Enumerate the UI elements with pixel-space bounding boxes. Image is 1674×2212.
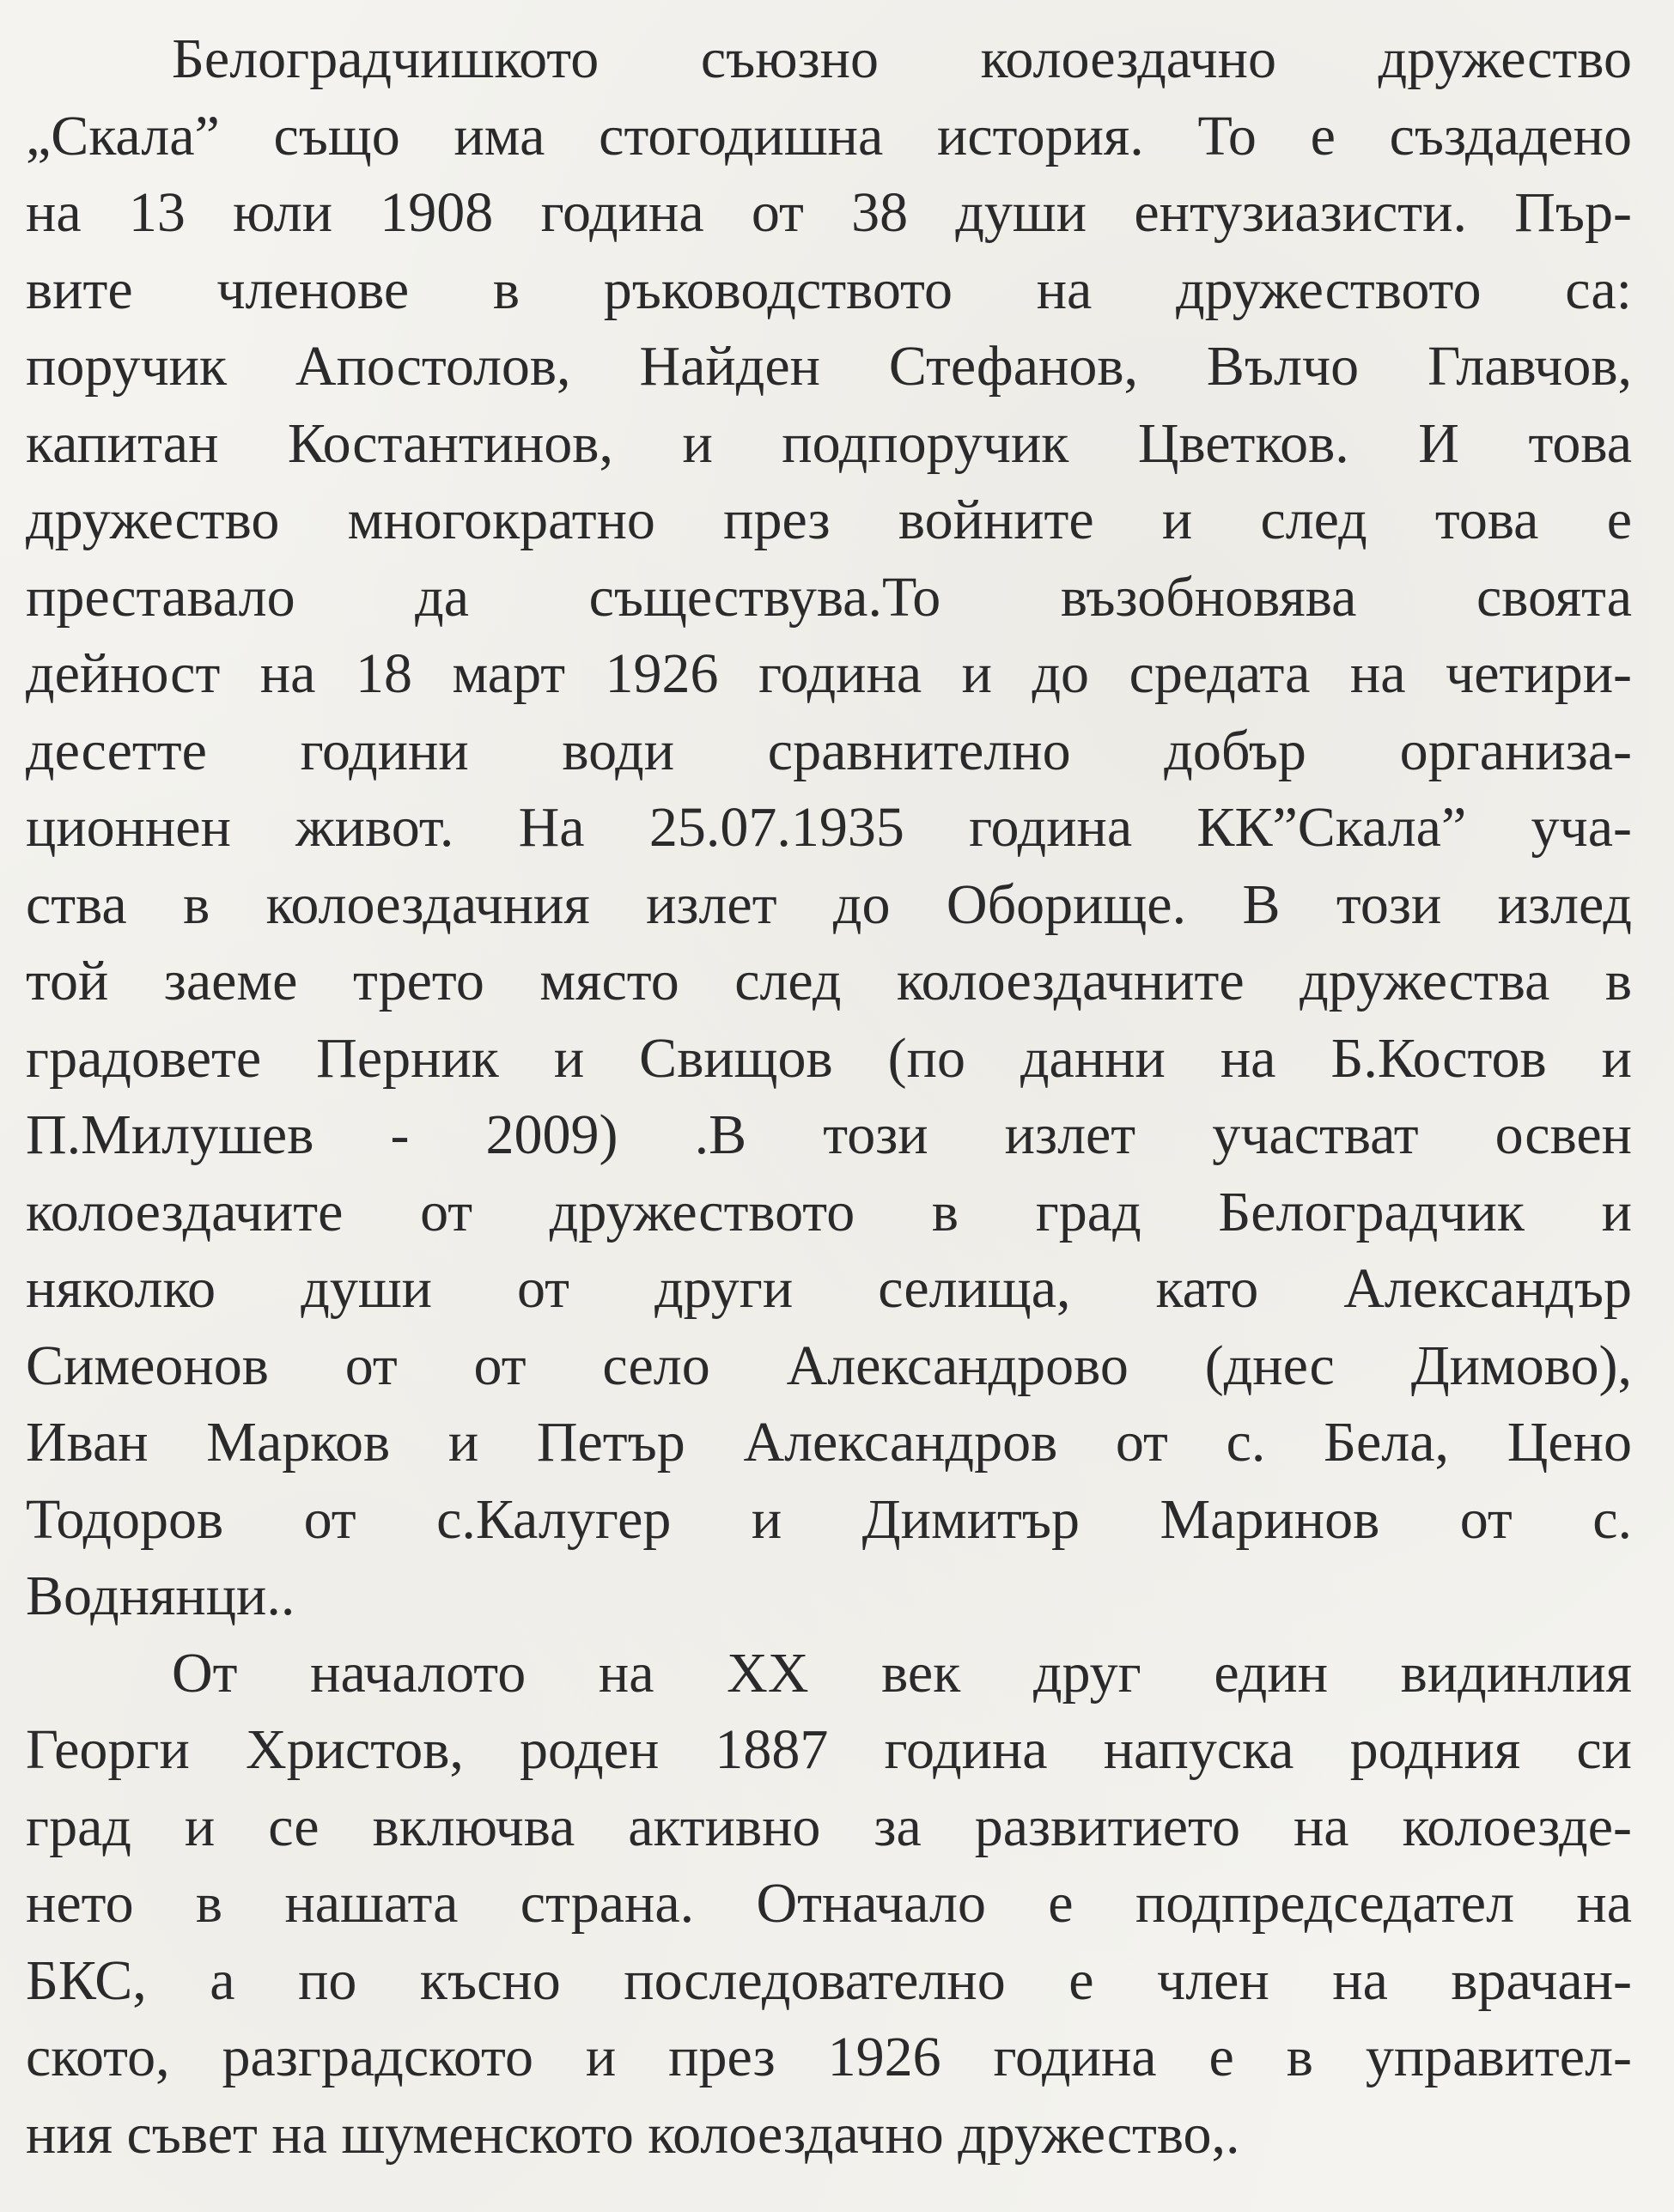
text-line: От началото на XX век друг един видинлия	[172, 1641, 1632, 1705]
text-line: ското, разградското и през 1926 година е в управител-	[26, 2026, 1632, 2088]
text-line: БКС, а по късно последователно е член на врачан-	[26, 1948, 1632, 2012]
text-line: „Скала” също има стогодишна история. То е създадено	[26, 104, 1632, 167]
text-line: ния съвет на шуменското колоездачно дружество,.	[26, 2102, 1240, 2166]
text-line: Тодоров от с.Калугер и Димитър Маринов от с.	[26, 1487, 1632, 1551]
text-line: той заеме трето място след колоездачните дружества в	[26, 950, 1632, 1012]
text-line: Иван Марков и Петър Александров от с. Бела, Цено	[26, 1411, 1632, 1474]
text-line: Воднянци..	[26, 1565, 295, 1627]
text-line: вите членове в ръководството на дружеството са:	[26, 258, 1632, 321]
text-line: дружество многократно през войните и след това е	[26, 489, 1632, 551]
text-block	[26, 21, 1632, 2172]
text-line: Георги Христов, роден 1887 година напуска родния си	[26, 1718, 1632, 1781]
text-line: П.Милушев - 2009) .В този излет участват освен	[26, 1103, 1632, 1166]
text-line: Симеонов от от село Александрово (днес Димово),	[26, 1334, 1632, 1397]
text-line: на 13 юли 1908 година от 38 души ентузиазисти. Пър-	[26, 181, 1632, 244]
text-line: град и се включва активно за развитието на колоезде-	[26, 1795, 1632, 1858]
text-line: преставало да съществува.То възобновява своята	[26, 565, 1632, 629]
paragraph-2	[26, 1635, 1632, 2173]
text-line: ства в колоездачния излет до Оборище. В този излед	[26, 872, 1632, 936]
text-line: колоездачите от дружеството в град Белоградчик и	[26, 1180, 1632, 1243]
text-line: градовете Перник и Свищов (по данни на Б.Костов и	[26, 1026, 1632, 1090]
paragraph-1	[26, 21, 1632, 1635]
text-line: капитан Костантинов, и подпоручик Цветков. И това	[26, 411, 1632, 475]
text-line: десетте години води сравнително добър организа-	[26, 719, 1632, 782]
text-line: ционнен живот. На 25.07.1935 година КК”Скала” уча-	[26, 796, 1632, 859]
text-line: няколко души от други селища, като Александър	[26, 1257, 1632, 1320]
text-line: дейност на 18 март 1926 година и до средата на четири-	[26, 642, 1632, 705]
text-line: Белоградчишкото съюзно колоездачно дружество	[172, 27, 1632, 90]
text-line: нето в нашата страна. Отначало е подпредседател на	[26, 1872, 1632, 1935]
text-line: поручик Апостолов, Найден Стефанов, Вълчо Главчов,	[26, 335, 1632, 398]
